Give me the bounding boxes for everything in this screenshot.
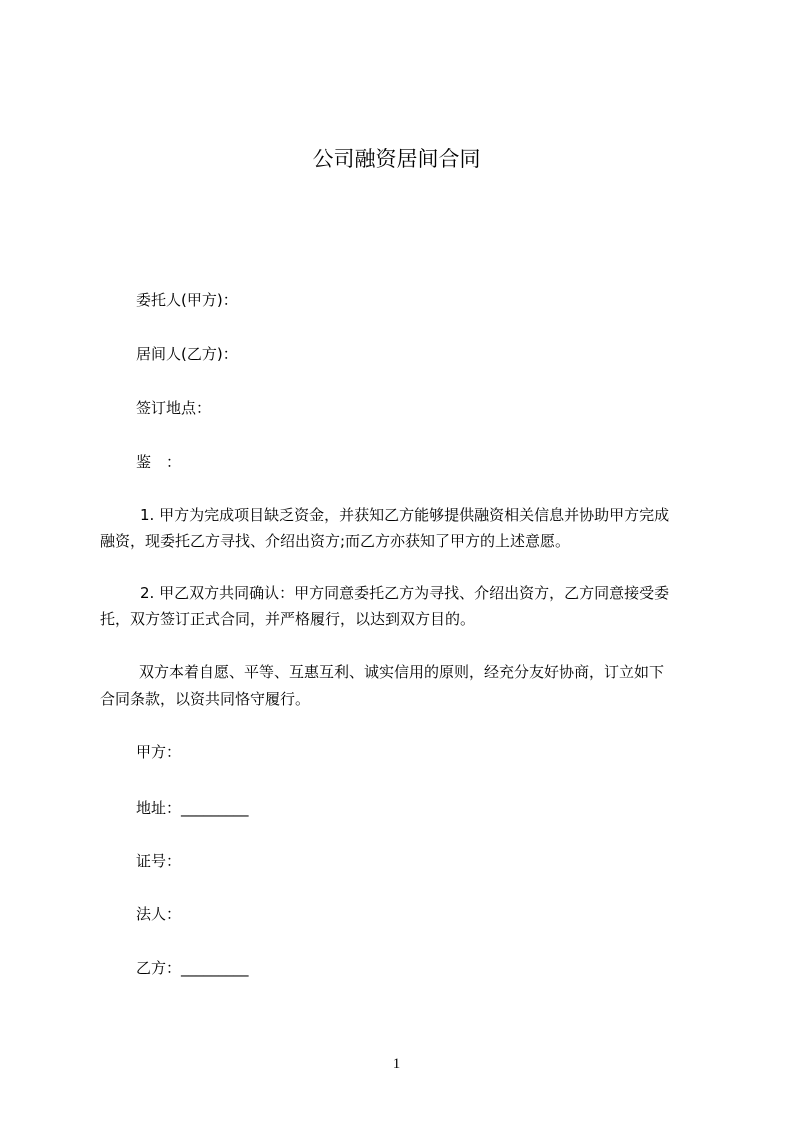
party-a-id-number: 证号： [136,852,182,870]
party-a-label: 甲方： [136,743,182,761]
party-b-label: 乙方：_________ [136,959,249,977]
signing-place-field: 签订地点： [136,399,212,417]
party-a-address: 地址：_________ [136,799,249,817]
intermediary-field: 居间人(乙方)： [136,345,238,363]
document-title: 公司融资居间合同 [312,147,481,171]
clause-2-line-2: 托，双方签订正式合同，并严格履行，以达到双方目的。 [100,610,476,628]
clause-1-line-2: 融资，现委托乙方寻找、介绍出资方;而乙方亦获知了甲方的上述意愿。 [100,532,571,550]
clause-2-line-1: 2. 甲乙双方共同确认：甲方同意委托乙方为寻找、介绍出资方，乙方同意接受委 [140,584,670,602]
preamble-line-1: 双方本着自愿、平等、互惠互利、诚实信用的原则，经充分友好协商，订立如下 [139,663,665,681]
preamble-line-2: 合同条款，以资共同恪守履行。 [100,690,311,708]
whereas-heading: 鉴 ： [136,453,182,471]
party-a-legal-person: 法人： [136,905,182,923]
principal-field: 委托人(甲方)： [136,291,238,309]
page-number: 1 [392,1056,401,1072]
clause-1-line-1: 1. 甲方为完成项目缺乏资金，并获知乙方能够提供融资相关信息并协助甲方完成 [140,506,670,524]
